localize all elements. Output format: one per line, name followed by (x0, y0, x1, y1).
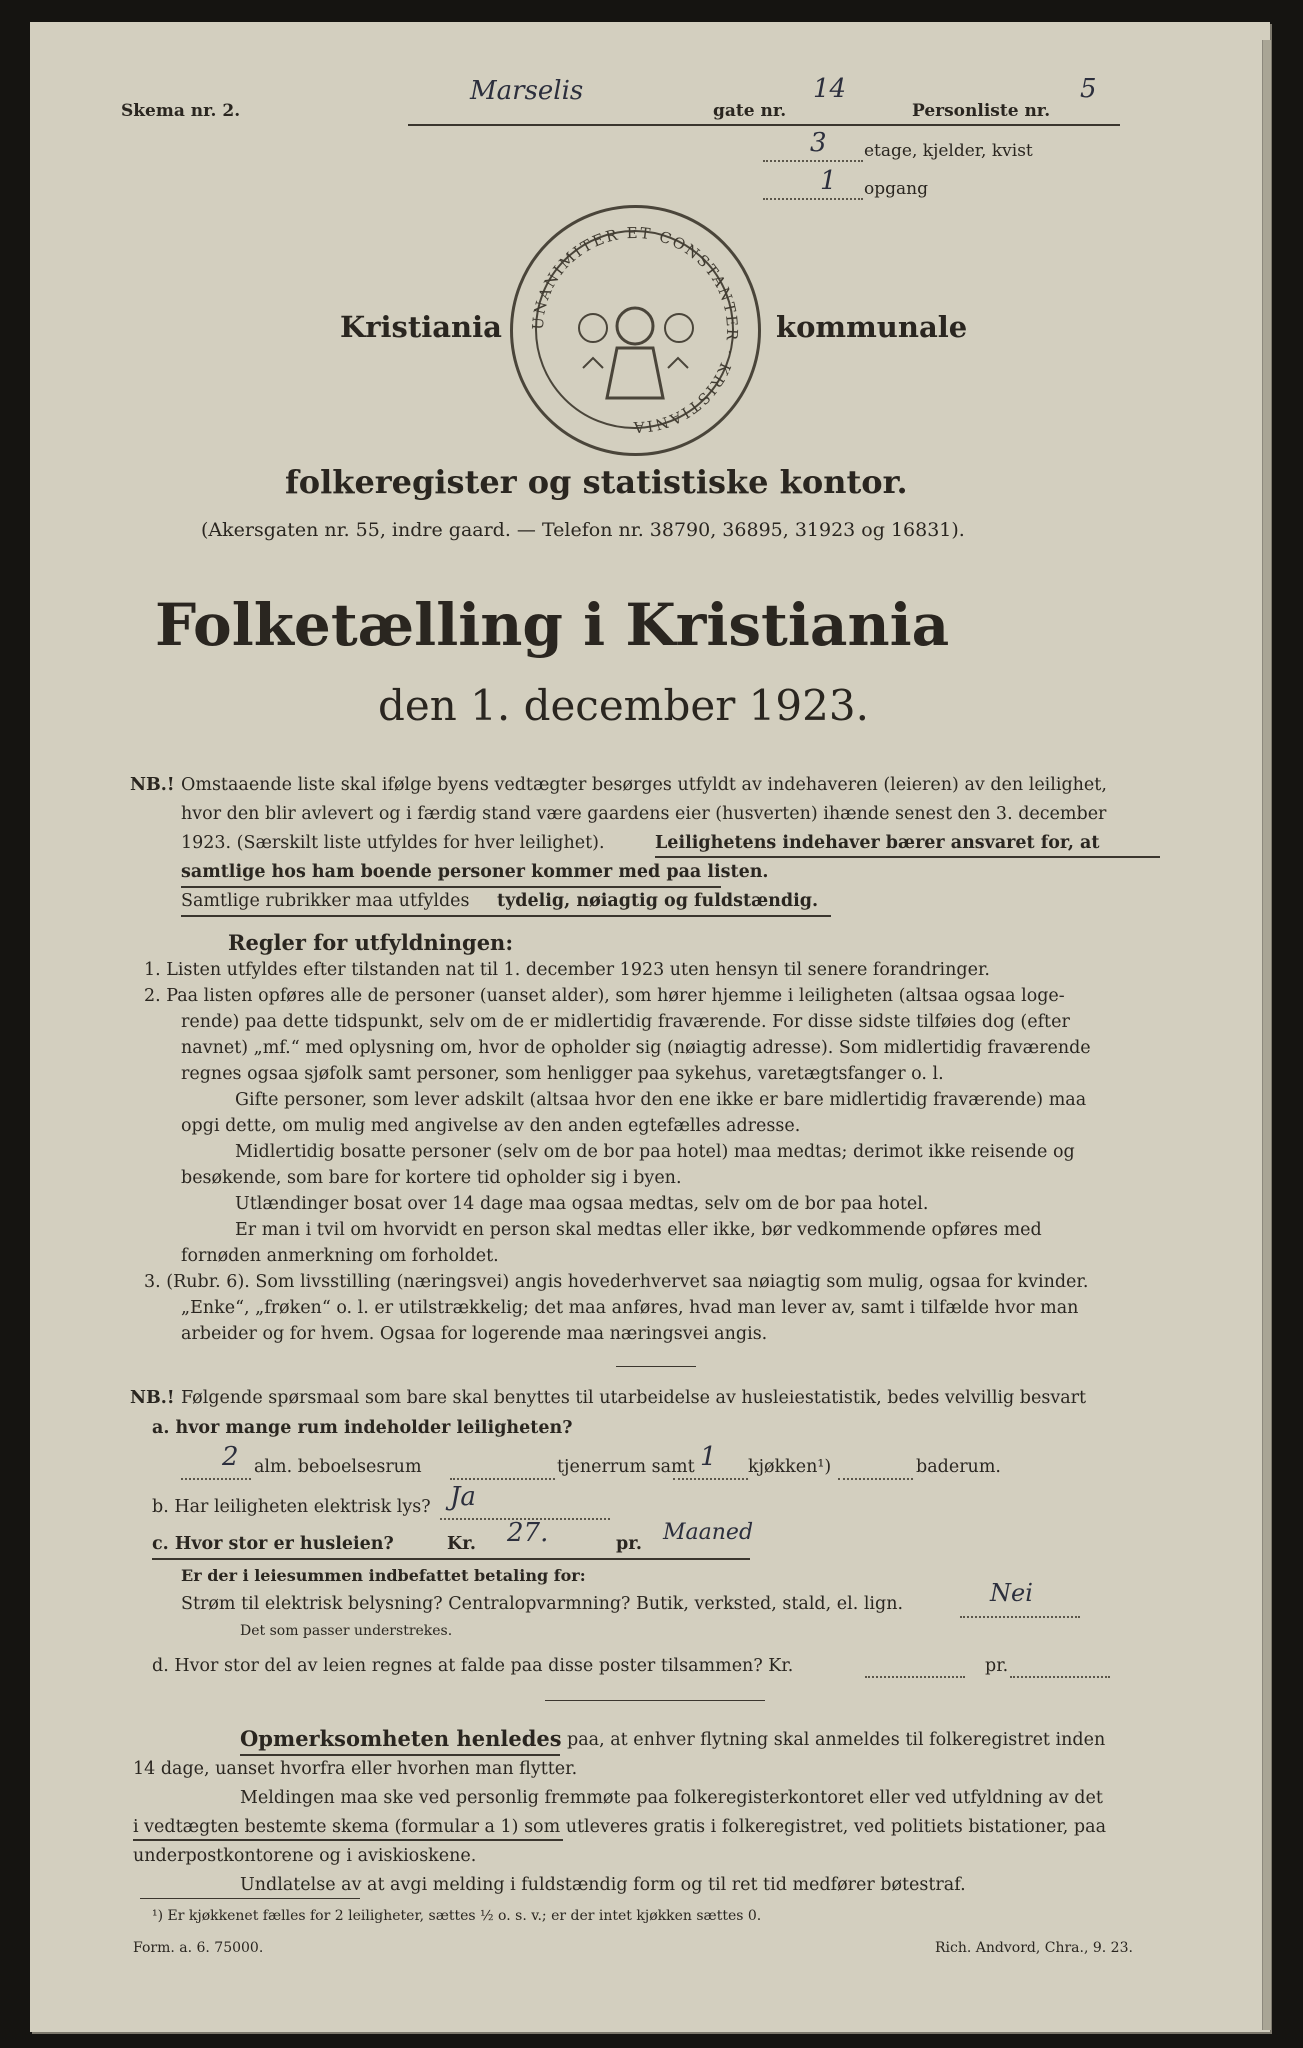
header-underline (408, 124, 1120, 126)
rule-line: 2. Paa listen opføres alle de personer (uanset alder), som hører hjemme i leiligheten (altsaa ogsaa loge- (144, 986, 1065, 1006)
options-note: Det som passer understrekes. (240, 1623, 453, 1639)
question-d: d. Hvor stor del av leien regnes at falde paa disse poster tilsammen? Kr. (152, 1656, 794, 1676)
rule-line: opgi dette, om mulig med angivelse av den anden egtefælles adresse. (181, 1116, 801, 1136)
bath-dotted-line (838, 1478, 913, 1480)
gate-number-handwritten: 14 (813, 74, 847, 104)
rule-line: navnet) „mf.“ med oplysning om, hvor de opholder sig (nøiagtig adresse). Som midlertidig fraværende (181, 1038, 1091, 1058)
street-name-handwritten: Marselis (470, 76, 584, 106)
nb1-responsibility-cont: samtlige hos ham boende personer kommer med paa listen. (181, 862, 769, 882)
personliste-label: Personliste nr. (912, 101, 1051, 121)
opgang-dotted-line (763, 198, 863, 200)
question-a: a. hvor mange rum indeholder leiligheten? (152, 1418, 573, 1438)
kristiania-seal (510, 205, 761, 456)
rule-line: fornøden anmerkning om forholdet. (181, 1246, 499, 1266)
notice-line: Meldingen maa ske ved personlig fremmøte paa folkeregisterkontoret eller ved utfyldning av det (240, 1788, 1103, 1808)
servant-dotted-line (450, 1478, 555, 1480)
notice-heading: Opmerksomheten henledes (240, 1726, 562, 1751)
footnote: ¹) Er kjøkkenet fælles for 2 leiligheter, sættes ½ o. s. v.; er der intet kjøkken sættes 0. (152, 1908, 762, 1924)
nb1-underline (655, 856, 1160, 858)
rule-line: 3. (Rubr. 6). Som livsstilling (næringsvei) angis hovederhvervet saa nøiagtig som mulig, ogsaa for kvinder. (144, 1272, 1089, 1292)
rule-line: Er man i tvil om hvorvidt en person skal medtas eller ikke, bør vedkommende opføres med (235, 1220, 1042, 1240)
etage-dotted-line (763, 160, 863, 162)
nb2-label: NB.! (130, 1388, 175, 1408)
portion-dotted-line (865, 1676, 965, 1678)
rent-kr-label: Kr. (447, 1534, 476, 1554)
rent-pr-label: pr. (616, 1534, 642, 1554)
footnote-divider (140, 1898, 360, 1899)
kitchen-value-handwritten: 1 (700, 1442, 717, 1472)
portion-pr-label: pr. (985, 1656, 1009, 1676)
rule-line: Midlertidig bosatte personer (selv om de bor paa hotel) maa medtas; derimot ikke reisende og (235, 1142, 1075, 1162)
personliste-number-handwritten: 5 (1080, 74, 1097, 104)
notice-line: underpostkontorene og i aviskioskene. (133, 1846, 477, 1866)
rule-line: arbeider og for hvem. Ogsaa for logerende maa næringsvei angis. (181, 1324, 768, 1344)
bath-label: baderum. (916, 1457, 1001, 1477)
etage-value-handwritten: 3 (810, 128, 827, 158)
rent-period-handwritten: Maaned (663, 1520, 754, 1545)
servant-label: tjenerrum samt (557, 1457, 695, 1477)
rent-underline (152, 1558, 750, 1560)
rooms-dotted-line (181, 1478, 251, 1480)
rules-heading: Regler for utfyldningen: (228, 930, 514, 955)
rule-line: besøkende, som bare for kortere tid opholder sig i byen. (181, 1168, 682, 1188)
rule-line: regnes ogsaa sjøfolk samt personer, som henligger paa sykehus, varetægtsfanger o. l. (181, 1064, 944, 1084)
gate-label: gate nr. (713, 101, 787, 121)
electric-value-handwritten: Ja (450, 1482, 476, 1512)
rule-line: Gifte personer, som lever adskilt (altsaa hvor den ene ikke er bare midlertidig fraværende) maa (235, 1090, 1087, 1110)
etage-label: etage, kjelder, kvist (864, 141, 1033, 161)
office-address: (Akersgaten nr. 55, indre gaard. — Telefon nr. 38790, 36895, 31923 og 16831). (201, 519, 965, 541)
office-title: folkeregister og statistiske kontor. (285, 463, 908, 501)
office-right-word: kommunale (776, 310, 968, 344)
options-dotted-line (960, 1616, 1080, 1618)
section-divider (545, 1700, 765, 1701)
rent-value-handwritten: 27. (507, 1518, 549, 1548)
notice-line: 14 dage, uanset hvorfra eller hvorhen man flytter. (133, 1759, 578, 1779)
kitchen-label: kjøkken¹) (748, 1457, 832, 1477)
svg-text:UNANIMITER ET CONSTANTER · KRI (529, 224, 741, 436)
nb1-line: Omstaaende liste skal ifølge byens vedtægter besørges utfyldt av indehaveren (leieren) av den leilighet, (181, 775, 1107, 795)
rent-includes-options: Strøm til elektrisk belysning? Centralopvarmning? Butik, verksted, stald, el. lign. (181, 1594, 904, 1614)
census-title: Folketælling i Kristiania (155, 591, 950, 659)
nb1-line: 1923. (Særskilt liste utfyldes for hver leilighet). (181, 833, 605, 853)
nb1-line: hvor den blir avlevert og i færdig stand være gaardens eier (husverten) ihænde senest den 3. december (181, 804, 1107, 824)
nb1-responsibility: Leilighetens indehaver bærer ansvaret for, at (655, 833, 1100, 853)
notice-line: paa, at enhver flytning skal anmeldes til folkeregistret inden (567, 1730, 1106, 1750)
opgang-label: opgang (864, 179, 928, 199)
nb1-underline (181, 886, 721, 888)
printer-credit: Rich. Andvord, Chra., 9. 23. (935, 1940, 1133, 1956)
rule-line: rende) paa dette tidspunkt, selv om de er midlertidig fraværende. For disse sidste tilføies dog (efter (181, 1012, 1070, 1032)
options-value-handwritten: Nei (990, 1579, 1033, 1607)
question-b: b. Har leiligheten elektrisk lys? (152, 1497, 431, 1517)
page-edge (1262, 40, 1271, 2030)
question-c: c. Hvor stor er husleien? (152, 1534, 394, 1554)
opgang-value-handwritten: 1 (820, 166, 837, 196)
rule-line: 1. Listen utfyldes efter tilstanden nat til 1. december 1923 uten hensyn til senere forandringer. (144, 960, 990, 980)
rule-line: „Enke“, „frøken“ o. l. er utilstrækkelig; det maa anføres, hvad man lever av, samt i tilfælde hvor man (181, 1298, 1079, 1318)
notice-underline (133, 1839, 563, 1841)
nb1-underline (181, 915, 831, 917)
kitchen-dotted-line (673, 1478, 748, 1480)
notice-line: Undlatelse av at avgi melding i fuldstændig form og til ret tid medfører bøtestraf. (240, 1875, 966, 1895)
nb1-emphasis: tydelig, nøiagtig og fuldstændig. (497, 891, 819, 911)
rent-includes-heading: Er der i leiesummen indbefattet betaling for: (181, 1566, 586, 1585)
rooms-value-handwritten: 2 (222, 1442, 239, 1472)
notice-underline (240, 1754, 560, 1756)
section-divider (616, 1366, 696, 1367)
rooms-label: alm. beboelsesrum (254, 1457, 422, 1477)
portion-period-dotted-line (1010, 1676, 1110, 1678)
nb1-line: Samtlige rubrikker maa utfyldes (181, 891, 470, 911)
schema-number: Skema nr. 2. (121, 101, 241, 121)
form-number: Form. a. 6. 75000. (133, 1940, 264, 1956)
office-left-word: Kristiania (340, 310, 502, 344)
nb2-intro: Følgende spørsmaal som bare skal benyttes til utarbeidelse av husleiestatistik, bedes velvillig besvart (181, 1388, 1087, 1408)
notice-line: i vedtægten bestemte skema (formular a 1) som utleveres gratis i folkeregistret, ved politiets bistationer, paa (133, 1817, 1107, 1837)
seal-text: UNANIMITER ET CONSTANTER · KRISTIANIA (528, 223, 742, 437)
rule-line: Utlændinger bosat over 14 dage maa ogsaa medtas, selv om de bor paa hotel. (235, 1194, 929, 1214)
nb1-label: NB.! (130, 775, 175, 795)
census-date: den 1. december 1923. (378, 681, 869, 730)
